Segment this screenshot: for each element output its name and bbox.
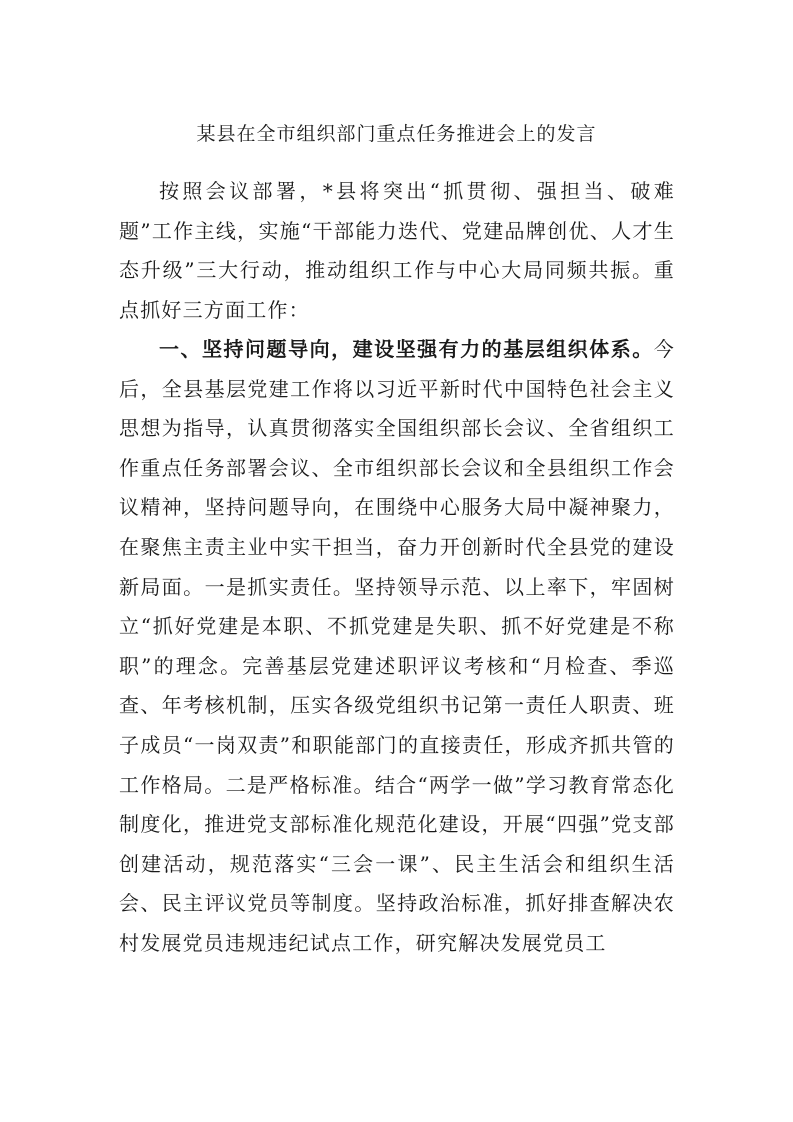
section-one-heading: 一、坚持问题导向，建设坚强有力的基层组织体系。	[159, 337, 654, 361]
document-title: 某县在全市组织部门重点任务推进会上的发言	[196, 123, 597, 145]
section-one-body: 今后，全县基层党建工作将以习近平新时代中国特色社会主义思想为指导，认真贯彻落实全国组织部长会议、全省组织工作重点任务部署会议、全市组织部长会议和全县组织工作会议精神，坚持问题导向，在围绕中心服务大局中凝神聚力，在聚焦主责主业中实干担当，奋力开创新时代全县党的建设新局面。一是抓实责任。坚持领导示范、以上率下，牢固树立“抓好党建是本职、不抓党建是失职、抓不好党建是不称职”的理念。完善基层党建述职评议考核和“月检查、季巡查、年考核机制，压实各级党组织书记第一责任人职责、班子成员“一岗双责”和职能部门的直接责任，形成齐抓共管的工作格局。二是严格标准。结合“两学一做”学习教育常态化制度化，推进党支部标准化规范化建设，开展“四强”党支部创建活动，规范落实“三会一课”、民主生活会和组织生活会、民主评议党员等制度。坚持政治标准，抓好排查解决农村发展党员违规违纪试点工作，研究解决发展党员工	[119, 337, 675, 955]
intro-paragraph	[119, 172, 675, 330]
section-one-paragraph	[119, 330, 675, 964]
intro-paragraph-text: 按照会议部署，*县将突出“抓贯彻、强担当、破难题”工作主线，实施“干部能力迭代、党建品牌创优、人才生态升级”三大行动，推动组织工作与中心大局同频共振。重点抓好三方面工作：	[119, 179, 675, 322]
